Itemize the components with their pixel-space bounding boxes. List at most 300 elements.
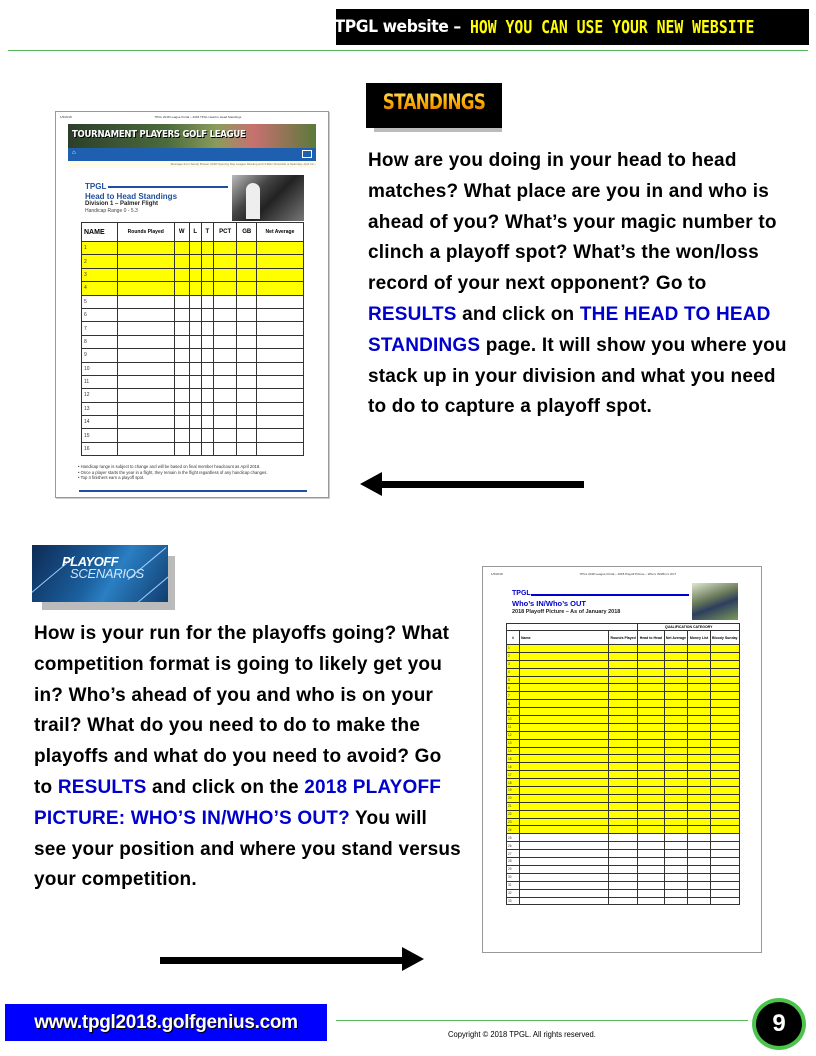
qualification-category-header: QUALIFICATION CATEGORY [638,624,740,631]
standings-cell [117,389,174,402]
playoff-cell [710,723,740,731]
playoff-cell [688,652,710,660]
playoff-row [507,716,740,724]
standings-cell [256,416,303,429]
playoff-cell [710,700,740,708]
playoff-row [507,850,740,858]
standings-cell [201,322,213,335]
standings-cell [256,322,303,335]
playoff-cell [520,897,609,905]
standings-rank: 9 [82,349,118,362]
playoff-cell [664,897,688,905]
playoff-cell [664,834,688,842]
playoff-cell [710,889,740,897]
standings-cell [117,322,174,335]
playoff-cell [688,802,710,810]
standings-col-header: Net Average [256,223,303,242]
standings-cell [256,295,303,308]
standings-col-header: NAME [82,223,118,242]
standings-row [82,308,304,321]
standings-badge-label: STANDINGS [382,89,486,114]
playoff-rank: 24 [507,826,520,834]
playoff-cell [520,739,609,747]
playoff-rank: 1 [507,645,520,653]
playoff-cell [609,889,638,897]
playoff-cell [688,708,710,716]
playoff-col-header: Money List [688,631,710,645]
playoff-badge-line1: PLAYOFF [62,554,119,569]
playoff-cell [609,779,638,787]
playoff-row [507,787,740,795]
header-title-yellow: HOW YOU CAN USE YOUR NEW WEBSITE [469,16,755,38]
standings-cell [213,335,237,348]
standings-cell [213,308,237,321]
standings-cell [237,335,256,348]
copyright-text: Copyright © 2018 TPGL. All rights reserved. [448,1030,596,1039]
standings-cell [174,389,189,402]
playoff-cell [710,897,740,905]
arrow-right-icon [402,947,424,971]
playoff-cell [664,700,688,708]
playoff-cell [688,842,710,850]
standings-cell [117,362,174,375]
playoff-cell [520,794,609,802]
standings-cell [237,416,256,429]
playoff-cell [609,692,638,700]
standings-cell [189,442,201,455]
playoff-rank: 18 [507,779,520,787]
standings-cell [213,282,237,295]
playoff-cell [710,802,740,810]
playoff-rank: 21 [507,802,520,810]
playoff-cell [609,858,638,866]
standings-cell [174,295,189,308]
standings-cell [237,242,256,255]
standings-cell [256,308,303,321]
standings-cell [237,255,256,268]
playoff-row [507,865,740,873]
playoff-cell [710,787,740,795]
standings-rank: 11 [82,375,118,388]
playoff-cell [520,700,609,708]
standings-cell [256,242,303,255]
website-url[interactable]: www.tpgl2018.golfgenius.com [34,1011,298,1033]
arrow-right-shaft [160,957,410,964]
playoff-rank: 7 [507,692,520,700]
playoff-cell [688,834,710,842]
playoff-cell [688,716,710,724]
head-to-head-standings-link[interactable]: THE HEAD TO HEAD STANDINGS [368,303,771,356]
playoff-cell [710,873,740,881]
standings-cell [237,402,256,415]
playoff-cell [664,684,688,692]
standings-cell [256,442,303,455]
playoff-cell [638,850,664,858]
playoff-cell [520,755,609,763]
playoff-rank: 30 [507,873,520,881]
standings-cell [201,402,213,415]
playoff-row [507,676,740,684]
results-link[interactable]: RESULTS [368,303,457,325]
standings-rank: 8 [82,335,118,348]
standings-cell [117,308,174,321]
doc1-topline [60,115,324,119]
standings-notes [78,464,268,481]
playoff-cell [638,897,664,905]
playoff-cell [638,794,664,802]
playoff-rank: 32 [507,889,520,897]
playoff-cell [688,700,710,708]
standings-rank: 2 [82,255,118,268]
standings-row [82,295,304,308]
playoff-cell [638,716,664,724]
standings-cell [213,362,237,375]
playoff-col-header: Rounds Played [609,631,638,645]
playoff-cell [664,660,688,668]
doc2-subtitle: 2018 Playoff Picture – As of January 2018 [512,609,621,615]
playoff-cell [609,794,638,802]
playoff-cell [688,747,710,755]
playoff-cell [688,676,710,684]
playoff-cell [688,771,710,779]
playoff-rank: 22 [507,810,520,818]
playoff-cell [664,755,688,763]
playoff-row [507,747,740,755]
playoff-row [507,645,740,653]
standings-cell [201,308,213,321]
site-navbar [68,148,316,161]
playoff-cell [520,676,609,684]
playoff-picture-link[interactable]: 2018 PLAYOFF PICTURE: WHO’S IN/WHO’S OUT? [34,776,442,829]
playoff-cell [710,731,740,739]
doc2-heading-rule [531,594,689,596]
standings-cell [201,268,213,281]
standings-row [82,282,304,295]
playoff-row [507,700,740,708]
standings-badge [366,83,502,128]
header-divider [8,50,808,51]
standings-row [82,362,304,375]
playoff-rank: 19 [507,787,520,795]
standings-cell [201,282,213,295]
playoff-cell [638,723,664,731]
playoff-col-header: Bloody Sunday [710,631,740,645]
playoff-cell [688,723,710,731]
playoff-rank: 13 [507,739,520,747]
playoff-cell [520,842,609,850]
playoff-cell [664,842,688,850]
standings-cell [256,255,303,268]
standings-rank: 15 [82,429,118,442]
standings-cell [174,242,189,255]
playoff-cell [664,676,688,684]
playoff-cell [710,850,740,858]
standings-cell [117,442,174,455]
playoff-row [507,889,740,897]
standings-cell [201,416,213,429]
playoff-cell [710,652,740,660]
standings-note: • Once a player starts the year in a flight, they remain in the flight regardless of any handicap changes. [78,470,268,476]
standings-cell [174,335,189,348]
league-banner [68,124,316,148]
playoff-cell [688,731,710,739]
playoff-row [507,652,740,660]
playoff-cell [638,739,664,747]
playoff-cell [609,771,638,779]
playoff-cell [688,645,710,653]
standings-cell [117,255,174,268]
playoff-cell [638,802,664,810]
playoff-rank: 11 [507,723,520,731]
playoff-cell [638,826,664,834]
standings-cell [237,322,256,335]
playoff-cell [520,858,609,866]
standings-cell [213,389,237,402]
standings-rank: 16 [82,442,118,455]
standings-cell [201,429,213,442]
standings-cell [213,416,237,429]
playoff-cell [609,810,638,818]
results-link-2[interactable]: RESULTS [57,776,147,798]
playoff-cell [520,802,609,810]
playoff-cell [710,739,740,747]
standings-cell [213,322,237,335]
doc1-heading-title: Head to Head Standings [85,192,178,201]
standings-rank: 5 [82,295,118,308]
standings-cell [201,242,213,255]
playoff-cell [688,858,710,866]
playoff-cell [664,652,688,660]
standings-cell [256,402,303,415]
standings-cell [201,375,213,388]
playoff-cell [520,716,609,724]
standings-row [82,322,304,335]
league-banner-title: TOURNAMENT PLAYERS GOLF LEAGUE [72,129,246,140]
standings-cell [189,375,201,388]
standings-cell [174,416,189,429]
playoff-cell [638,889,664,897]
playoff-cell [638,676,664,684]
playoff-cell [710,763,740,771]
standings-cell [213,429,237,442]
doc1-page-title: TPGL 2018 League Portal – 2018 TPGL Head to Head Standings [154,115,242,119]
standings-cell [174,322,189,335]
standings-row [82,349,304,362]
para2-text-3: You will see your position and where you stand versus your competition. [34,807,461,891]
standings-cell [189,255,201,268]
playoff-cell [638,771,664,779]
playoff-scenarios-badge [32,545,168,602]
standings-cell [256,362,303,375]
playoff-cell [638,668,664,676]
playoff-badge-line2: SCENARIOS [70,566,144,581]
standings-row [82,416,304,429]
playoff-cell [609,850,638,858]
playoff-cell [710,858,740,866]
playoff-cell [638,834,664,842]
playoff-row [507,826,740,834]
playoff-cell [638,645,664,653]
standings-cell [237,389,256,402]
playoff-cell [664,810,688,818]
playoff-cell [688,897,710,905]
playoff-row [507,881,740,889]
playoff-rank: 17 [507,771,520,779]
standings-cell [213,295,237,308]
golfer-photo [232,175,304,221]
standings-col-header: GB [237,223,256,242]
head-to-head-description [368,146,788,423]
standings-cell [189,295,201,308]
playoff-cell [638,763,664,771]
standings-cell [117,375,174,388]
playoff-cell [520,810,609,818]
playoff-cell [688,692,710,700]
playoff-row [507,684,740,692]
playoff-cell [688,763,710,771]
standings-cell [237,375,256,388]
playoff-cell [638,692,664,700]
playoff-cell [664,889,688,897]
playoff-cell [609,755,638,763]
standings-cell [117,429,174,442]
playoff-cell [710,708,740,716]
standings-cell [189,308,201,321]
standings-cell [117,242,174,255]
playoff-cell [609,787,638,795]
playoff-row [507,779,740,787]
standings-cell [213,242,237,255]
playoff-row [507,810,740,818]
playoff-row [507,763,740,771]
playoff-cell [664,668,688,676]
playoff-cell [520,787,609,795]
standings-note: • Top 4 finishers earn a playoff spot. [78,475,268,481]
playoff-cell [664,850,688,858]
playoff-cell [664,865,688,873]
footer-divider [336,1020,748,1021]
standings-cell [213,402,237,415]
playoff-cell [638,873,664,881]
doc2-date: 1/5/2018 [491,572,503,576]
playoff-rank: 23 [507,818,520,826]
playoff-picture-screenshot [482,566,762,953]
playoff-cell [520,826,609,834]
playoff-cell [520,692,609,700]
standings-cell [189,416,201,429]
playoff-cell [609,684,638,692]
playoff-rank: 5 [507,676,520,684]
playoff-cell [710,771,740,779]
playoff-cell [609,747,638,755]
playoff-cell [664,739,688,747]
playoff-cell [638,779,664,787]
playoff-cell [520,708,609,716]
playoff-cell [664,763,688,771]
playoff-rank: 27 [507,850,520,858]
playoff-cell [609,897,638,905]
standings-col-header: L [189,223,201,242]
standings-cell [117,335,174,348]
standings-col-header: PCT [213,223,237,242]
para2-text-2: and click on the [146,776,305,798]
playoff-cell [664,794,688,802]
playoff-rank: 2 [507,652,520,660]
playoff-cell [710,676,740,684]
para2-text-1: How is your run for the playoffs going? What competition format is going to likely get you in? Who’s ahead of you and who is on your trail? What do you need to do to make the playoffs and what do you need to avoid? Go to [34,623,450,798]
playoff-cell [688,660,710,668]
playoff-cell [638,810,664,818]
playoff-row [507,755,740,763]
standings-cell [237,295,256,308]
playoff-cell [710,865,740,873]
playoff-row [507,668,740,676]
playoff-rank: 20 [507,794,520,802]
standings-cell [189,322,201,335]
standings-cell [201,389,213,402]
playoff-cell [688,739,710,747]
playoff-cell [609,818,638,826]
standings-cell [237,268,256,281]
playoff-row [507,739,740,747]
standings-row [82,375,304,388]
playoff-cell [688,779,710,787]
standings-cell [256,335,303,348]
playoff-cell [664,692,688,700]
standings-col-header: W [174,223,189,242]
playoff-cell [664,802,688,810]
playoff-cell [609,842,638,850]
standings-cell [256,429,303,442]
standings-cell [189,429,201,442]
standings-cell [213,255,237,268]
playoff-row [507,858,740,866]
playoff-cell [710,810,740,818]
playoff-cell [609,826,638,834]
playoff-cell [688,787,710,795]
playoff-row [507,834,740,842]
playoff-row [507,873,740,881]
playoff-picture-description [34,619,464,896]
standings-col-header: T [201,223,213,242]
doc2-topline [491,572,753,576]
playoff-cell [609,873,638,881]
playoff-cell [664,731,688,739]
standings-cell [256,349,303,362]
standings-cell [201,255,213,268]
playoff-cell [664,881,688,889]
message-ticker: Message from Sandy Brewer 2018 Opening Day League Meeting and 4-Man Scramble is Saturday, April 14 – [68,161,316,168]
playoff-cell [609,731,638,739]
playoff-row [507,731,740,739]
standings-cell [237,442,256,455]
standings-cell [237,429,256,442]
standings-cell [189,389,201,402]
standings-cell [174,308,189,321]
playoff-cell [688,810,710,818]
playoff-cell [520,763,609,771]
playoff-row [507,818,740,826]
playoff-cell [638,708,664,716]
playoff-row [507,842,740,850]
standings-cell [174,362,189,375]
doc1-division: Division 1 – Palmer Flight [85,201,159,207]
playoff-cell [638,818,664,826]
standings-cell [117,402,174,415]
website-url-box[interactable] [5,1004,327,1041]
playoff-cell [520,850,609,858]
playoff-cell [520,889,609,897]
